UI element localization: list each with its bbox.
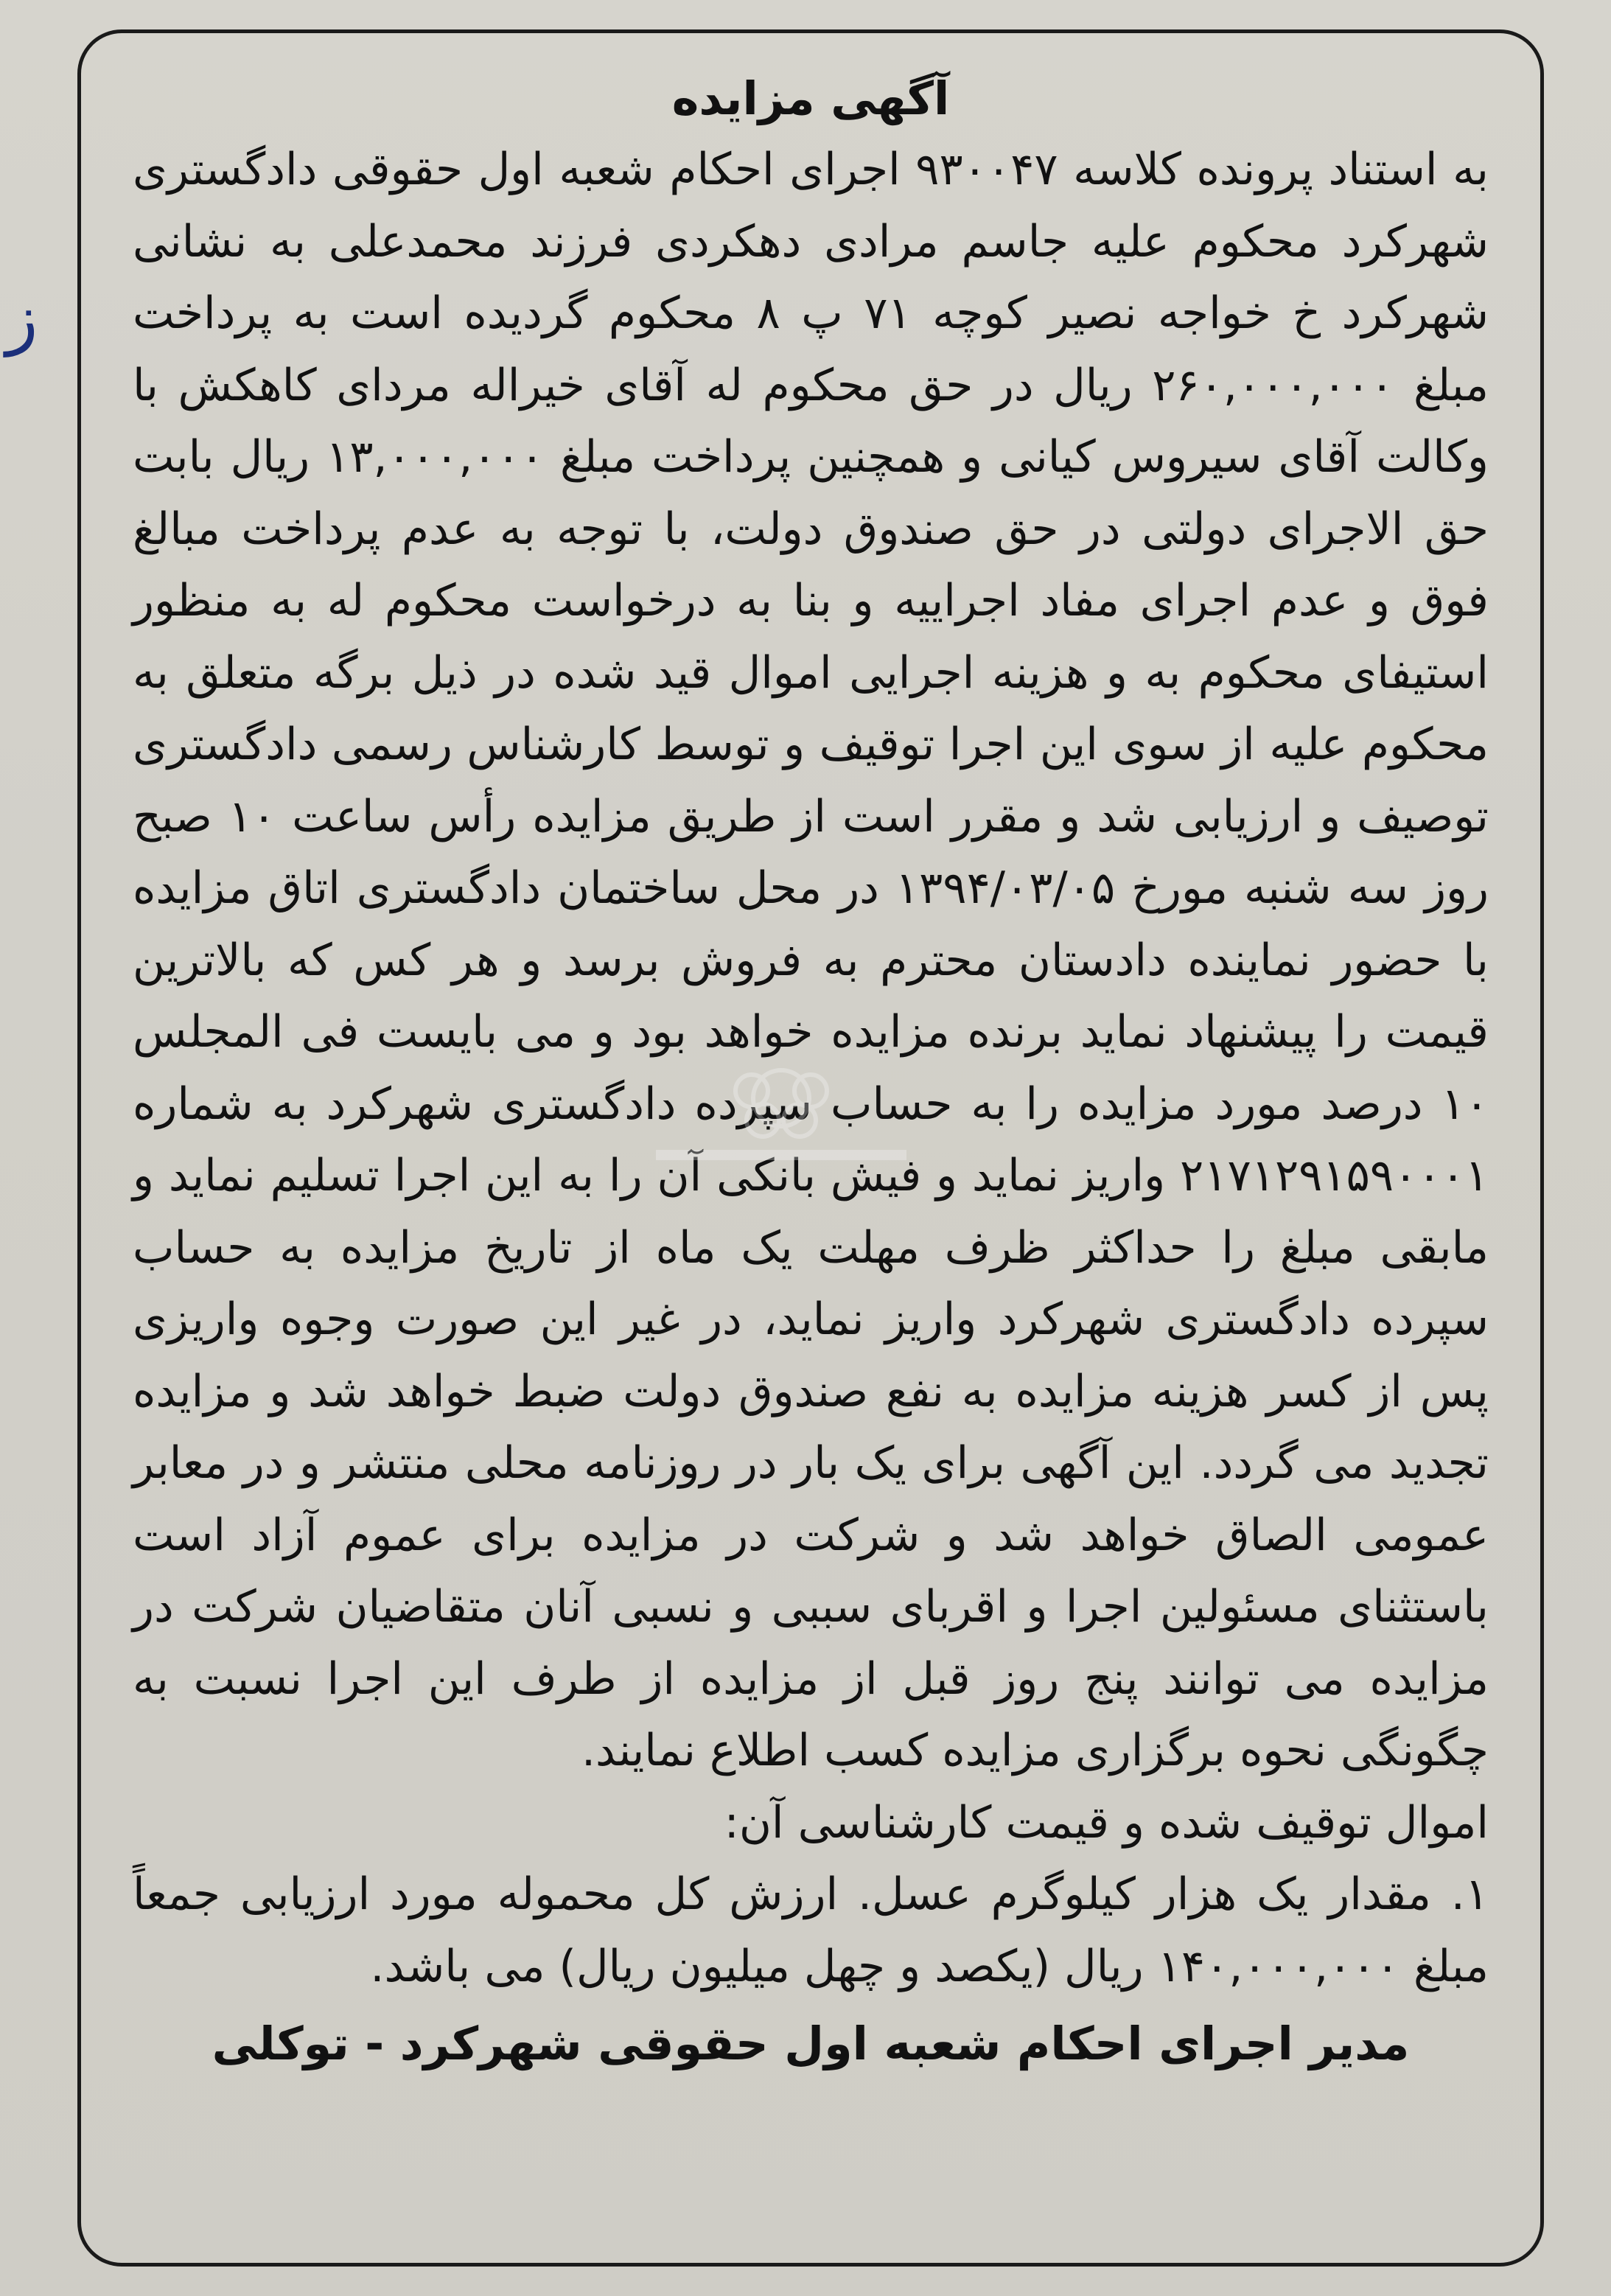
notice-title: آگهی مزایده [671, 71, 950, 125]
auction-notice-box [77, 29, 1544, 2267]
seized-property-item-1: ۱. مقدار یک هزار کیلوگرم عسل. ارزش کل محموله مورد ارزیابی جمعاً مبلغ ۱۴۰,۰۰۰,۰۰۰ ریال (یکصد و چهل میلیون ریال) می باشد. [133, 1868, 1489, 1992]
seized-property-heading: اموال توقیف شده و قیمت کارشناسی آن: [724, 1796, 1489, 1849]
handwritten-pen-mark-icon: ز [6, 280, 38, 357]
notice-body: به استناد پرونده کلاسه ۹۳۰۰۴۷ اجرای احکام شعبه اول حقوقی دادگستری شهرکرد محکوم علیه جاسم مرادی دهکردی فرزند محمدعلی به نشانی شهرکرد خ خواجه نصیر کوچه ۷۱ پ ۸ محکوم گردیده است به پرداخت مبلغ ۲۶۰,۰۰۰,۰۰۰ ریال در حق محکوم له آقای خیراله مردای کاهکش با وکالت آقای سیروس کیانی و همچنین پرداخت مبلغ ۱۳,۰۰۰,۰۰۰ ریال بابت حق الاجرای دولتی در حق صندوق دولت، با توجه به عدم پرداخت مبالغ فوق و عدم اجرای مفاد اجراییه و بنا به درخواست محکوم له به منظور استیفای محکوم به و هزینه اجرایی اموال قید شده در ذیل برگه متعلق به محکوم علیه از سوی این اجرا توقیف و توسط کارشناس رسمی دادگستری توصیف و ارزیابی شد و مقرر است از طریق مزایده رأس ساعت ۱۰ صبح روز سه شنبه مورخ ۱۳۹۴/۰۳/۰۵ در محل ساختمان دادگستری اتاق مزایده با حضور نماینده دادستان محترم به فروش برسد و هر کس که بالاترین قیمت را پیشنهاد نماید برنده مزایده خواهد بود و می بایست فی المجلس ۱۰ درصد مورد مزایده را به حساب سپرده دادگستری شهرکرد به شماره ۲۱۷۱۲۹۱۵۹۰۰۰۱ واریز نماید و فیش بانکی آن را به این اجرا تسلیم نماید و مابقی مبلغ را حداکثر ظرف مهلت یک ماه از تاریخ مزایده به حساب سپرده دادگستری شهرکرد واریز نماید، در غیر این صورت وجوه واریزی پس از کسر هزینه مزایده به نفع صندوق دولت ضبط خواهد شد و مزایده تجدید می گردد. این آگهی برای یک بار در روزنامه محلی منتشر و در معابر عمومی الصاق خواهد شد و شرکت در مزایده برای عموم آزاد است باستثنای مسئولین اجرا و اقربای سببی و نسبی آنان متقاضیان شرکت در مزایده می توانند پنج روز قبل از مزایده از طرف این اجرا نسبت به چگونگی نحوه برگزاری مزایده کسب اطلاع نمایند. [133, 144, 1489, 1776]
notice-signature: مدیر اجرای احکام شعبه اول حقوقی شهرکرد - توکلی [212, 2017, 1410, 2070]
